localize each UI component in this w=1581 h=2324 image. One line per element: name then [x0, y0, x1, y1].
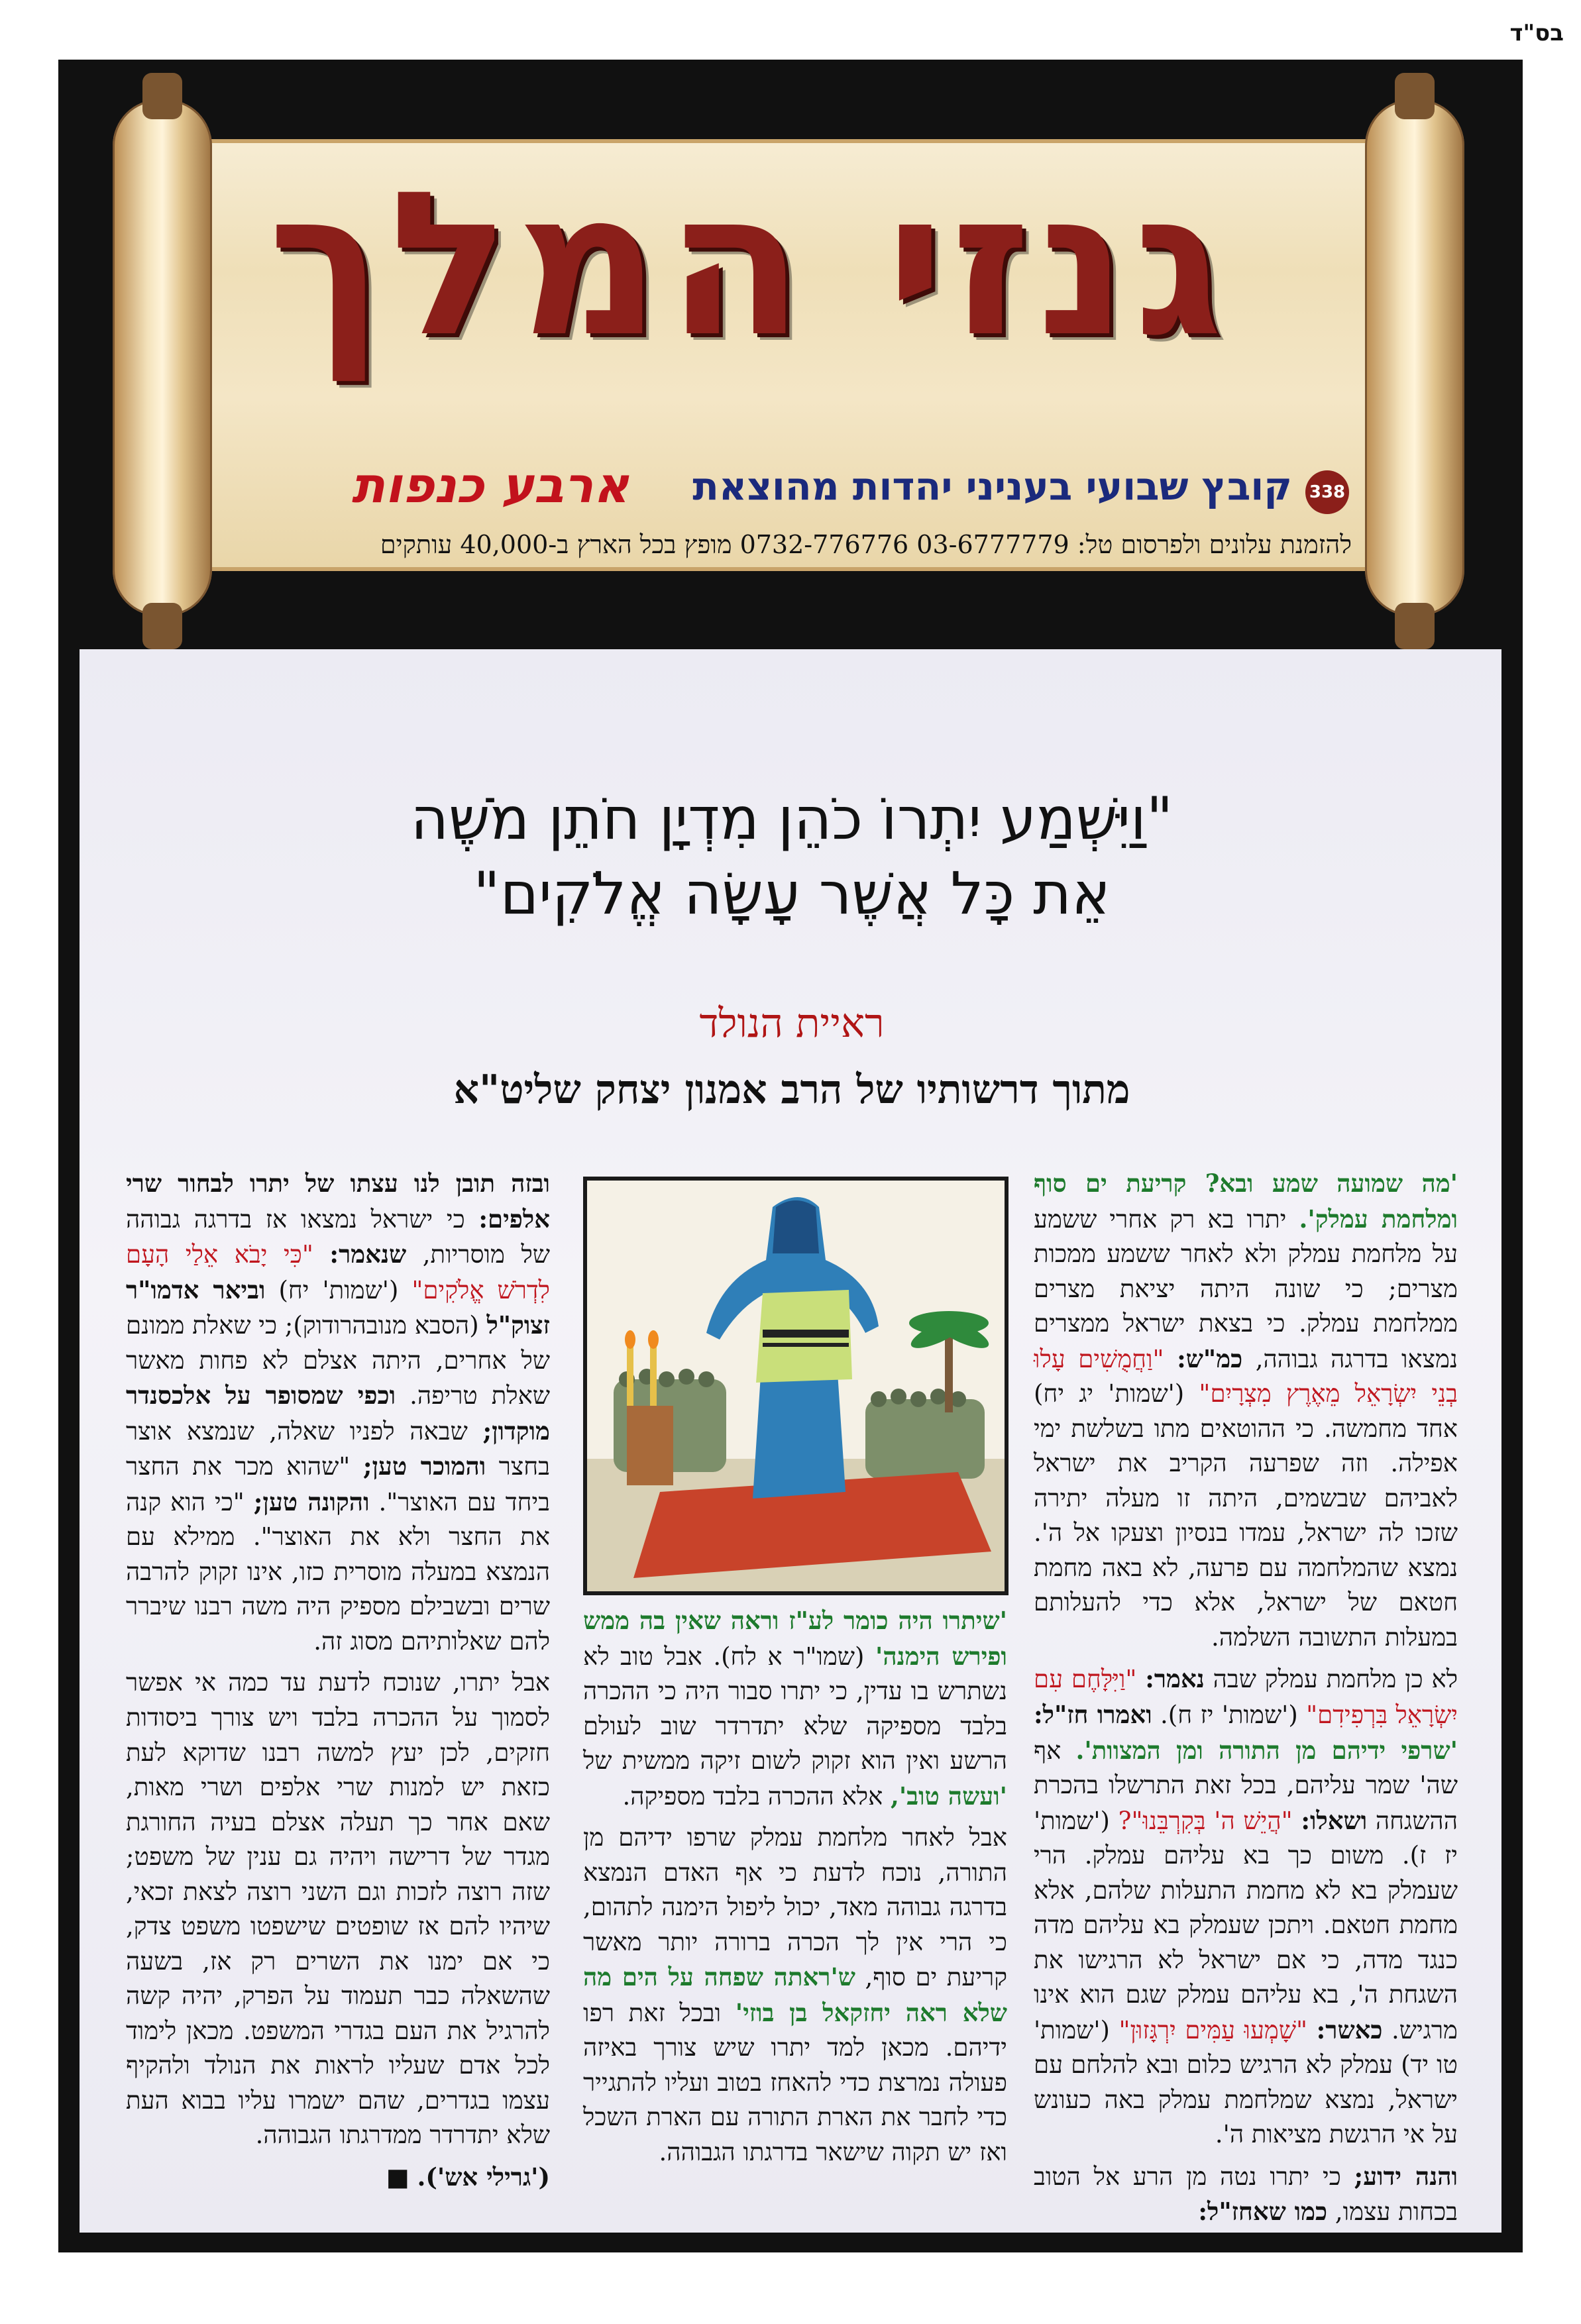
- scroll-knob-bottom-left: [142, 603, 182, 649]
- end-mark-icon: ■: [386, 2162, 409, 2192]
- body-bold: ואמרו חז"ל:: [1034, 1699, 1152, 1729]
- body-bold: כמ"ש:: [1177, 1344, 1243, 1373]
- quote-green: ש'ראתה שפחה על הים מה שלא ראה יחזקאל בן בוזי': [583, 1962, 1008, 2027]
- body-text: אף שה' שמר עליהם, בכל זאת התרשלו בהכרת ההשגחה: [1034, 1736, 1458, 1835]
- column-left: [126, 1166, 550, 2201]
- body-text: ('שמות' יז ז). משום כך בא עליהם עמלק. הרי שעמלק בא לא מחמת התעלות שלהם, אלא מחמת חטאם. ויתכן שעמלק בא עליהם מדה כנגד מדה, כי אם ישראל לא הרגישו את השגחת ה', בא עליהם עמלק שגם הוא אינו מרגיש.: [1034, 1806, 1458, 2044]
- scroll-knob-bottom-right: [1395, 603, 1435, 649]
- verse-quote: "כִּי יָבֹא אֵלַי הָעָם לִדְרֹשׁ אֱלֹקִים": [126, 1240, 550, 1304]
- body-text: (שמו"ר א לח). אבל טוב לא נשתרש בו עדין, כי יתרו סבור היה כי ההכרה בלבד מספיקה שלא יתדרדר שוב לעולם הרשע ואין הוא זקוק לשום זיקה ממשית של: [583, 1642, 1007, 1775]
- paragraph: [126, 1665, 550, 2152]
- body-text: ('שמות' יח): [265, 1275, 412, 1304]
- masthead-title: גנזי המלך: [268, 149, 1230, 380]
- quote-green: 'מה שמועה שמע ובא? קריעת ים סוף ומלחמת עמלק'.: [1034, 1169, 1458, 1234]
- body-text: אבל לאחר מלחמת עמלק שרפו ידיהם מן התורה, נוכח לדעת כי אף האדם הנמצא בדרגה גבוהה מאד, יכול ליפול הימנה לתהום, כי הרי אין לך הכרה ברורה יותר מאשר קריעת ים סוף,: [583, 1823, 1007, 1992]
- column-middle: [583, 1603, 1007, 2177]
- body-bold: כאשר:: [1316, 2015, 1383, 2044]
- article-byline: מתוך דרשותיו של הרב אמנון יצחק שליט"א: [453, 1067, 1130, 1113]
- verse-quote: "וַיִּלָּחֶם עִם יִשְׂרָאֵל בִּרְפִידִם": [1034, 1665, 1458, 1729]
- article-title: [133, 782, 1451, 931]
- paragraph: [583, 1603, 1007, 1814]
- body-text: ובכל זאת רפו ידיהם. מכאן למד יתרו שיש צורך באיזה פעולה נמרצת כדי להאחז בטוב ועליו להתגייר כדי לחבר את הארת התורה עם הארת השכל ואז יש תקוה שישאר בדרגתו הגבוהה.: [583, 1998, 1007, 2166]
- body-text: ('שמות' יג יח) אחד מחמשה. כי ההוטאים מתו בשלשת ימי אפילה. וזה שפרעה הקריב את ישראל לאביהם שבשמים, היתה זו מעלה יתירה שזכו לה ישראל, עמדו בנסיון וצעקו אל ה'. נמצא שהמלחמה עם פרעה, לא באה מחמת חטאם של ישראל, אלא כדי להעלותם במעלות התשובה השלמה.: [1034, 1379, 1458, 1652]
- bsd-mark: בס"ד: [1509, 20, 1564, 46]
- quote-green: 'ועשה טוב',: [891, 1781, 1007, 1811]
- scroll-knob-top-right: [1395, 73, 1435, 119]
- body-bold: שנאמר:: [329, 1240, 407, 1269]
- paragraph: [126, 1166, 550, 1659]
- body-text: ('שמות' יז ח).: [1152, 1700, 1307, 1729]
- paragraph: [583, 1821, 1007, 2170]
- issue-badge: 338: [1305, 470, 1349, 514]
- scroll-roll-right: [1365, 99, 1464, 616]
- body-bold: כמו שאחז"ל:: [1198, 2197, 1328, 2227]
- body-text: כי ישראל נמצאו אז בדרגה גבוהה של מוסריות,: [126, 1204, 550, 1269]
- body-bold: והקונה טען;: [253, 1487, 370, 1516]
- paragraph: [1034, 1662, 1458, 2152]
- illustration-yitro: [583, 1177, 1009, 1595]
- body-text: ('שמות' טו יד) עמלק לא הרגיש כלום ובא להלחם עם ישראל, נמצא שמלחמת עמלק באה כעונש על אי הרגשת מציאות ה'.: [1034, 2015, 1458, 2149]
- quote-green: 'שרפי ידיהם מן התורה ומן המצוות'.: [1075, 1735, 1458, 1765]
- column-right: [1034, 1166, 1458, 2237]
- body-text: יתרו בא רק אחרי ששמע על מלחמת עמלק ולא לאחר ששמע ממכות מצרים; כי שונה היתה יציאת מצרים ממלחמת עמלק. כי בצאת ישראל ממצרים נמצאו בדרגה גבוהה,: [1034, 1204, 1458, 1373]
- paragraph: [126, 2160, 550, 2195]
- paragraph: [1034, 1166, 1458, 1655]
- illustration-figure-icon: [587, 1181, 1005, 1591]
- body-bold: ובזה תובן לנו עצתו של יתרו לבחור שרי אלפים:: [126, 1169, 550, 1234]
- article-title-line-1: "וַיִּשְׁמַע יִתְרוֹ כֹהֵן מִדְיָן חֹתֵן מֹשֶׁה: [410, 784, 1173, 853]
- body-text: אבל יתרו, שנוכח לדעת עד כמה אי אפשר לסמוך על ההכרה בלבד ויש צורך ביסודות חזקים, לכן יעץ למשה רבנו שדוקא לעת כזאת יש למנות שרי אלפים ושרי מאות, שאם אחר כך תעלה אצלם בעיה החורגת מגדר של דרישה ויהיה גם ענין של משפט; שזה רוצה לזכות וגם השני רוצה לצאת זכאי, שיהיו להם אז שופטים שישפטו משפט צדק, כי אם ימנו את השרים רק אז, בשעה שהשאלה כבר תעמוד על הפרק, יהיה קשה להרגיל את העם בגדרי המשפט. מכאן לימוד לכל אדם שעליו לראות את הנולד ולהקיף עצמו בגדרים, שהם ישמרו עליו בבוא העת שלא יתדרדר ממדרגתו הגבוהה.: [126, 1668, 550, 2150]
- body-bold: נאמר:: [1145, 1664, 1205, 1694]
- quote-green: 'שיתרו היה כומר לע"ז וראה שאין בה ממש ופירש הימנה': [583, 1606, 1007, 1671]
- verse-quote: "הֲיֵשׁ ה' בְּקִרְבֵּנוּ"?: [1118, 1806, 1301, 1835]
- publisher-brand: ארבע כנפות: [351, 457, 629, 514]
- body-text: "שהוא מכר את החצר ביחד עם האוצר".: [126, 1452, 550, 1516]
- body-bold: והמוכר טען;: [362, 1452, 486, 1481]
- body-bold: וביאר אדמו"ר זצוק"ל: [126, 1275, 550, 1340]
- verse-quote: "וַחֲמֻשִׁים עָלוּ בְנֵי יִשְׂרָאֵל מֵאֶרֶץ מִצְרָיִם": [1034, 1344, 1458, 1408]
- body-bold: ושאלו:: [1301, 1805, 1368, 1835]
- body-text: כי יתרו נטה מן הרע אל הטוב בכחות עצמו,: [1034, 2162, 1458, 2227]
- verse-quote: "שָׁמְעוּ עַמִּים יִרְגָּזוּן": [1118, 2015, 1317, 2044]
- body-bold: והנה ידוע;: [1354, 2161, 1458, 2191]
- contact-line: להזמנת עלונים ולפרסום טל: 03-6777779 0732-776776 מופץ בכל הארץ ב-40,000 עותקים: [380, 530, 1352, 559]
- body-text: אלא ההכרה בלבד מספיקה.: [622, 1781, 891, 1811]
- body-text: (הסבא מנובהרודוק); כי שאלת ממונם של אחרים, היתה אצלם לא פחות מאשר שאלת טריפה.: [126, 1311, 550, 1410]
- body-text: שבאה לפניו שאלה, שנמצא אוצר בחצר: [126, 1416, 550, 1481]
- body-text: "כי הוא קנה את החצר ולא את האוצר". ממילא עם הנמצא במעלה מוסרית כזו, אינו זקוק להרבה שרים ובשבילם מספיק היה משה רבנו שיברר להם שאלותיהם מסוג זה.: [126, 1487, 550, 1656]
- body-text: לא כן מלחמת עמלק שבה: [1204, 1665, 1458, 1694]
- body-bold: וכפי שמסופר על אלכסנדר מוקדון;: [126, 1381, 550, 1446]
- scroll-knob-top-left: [142, 73, 182, 119]
- article-title-line-2: אֵת כָּל אֲשֶׁר עָשָׂה אֱלֹקִים": [473, 859, 1111, 927]
- paragraph: [1034, 2159, 1458, 2230]
- article-kicker: ראיית הנולד: [699, 1000, 885, 1047]
- source-citation: ('גרילי אש').: [417, 2162, 550, 2192]
- masthead-subtitle: קובץ שבועי בעניני יהדות מהוצאת: [692, 464, 1292, 509]
